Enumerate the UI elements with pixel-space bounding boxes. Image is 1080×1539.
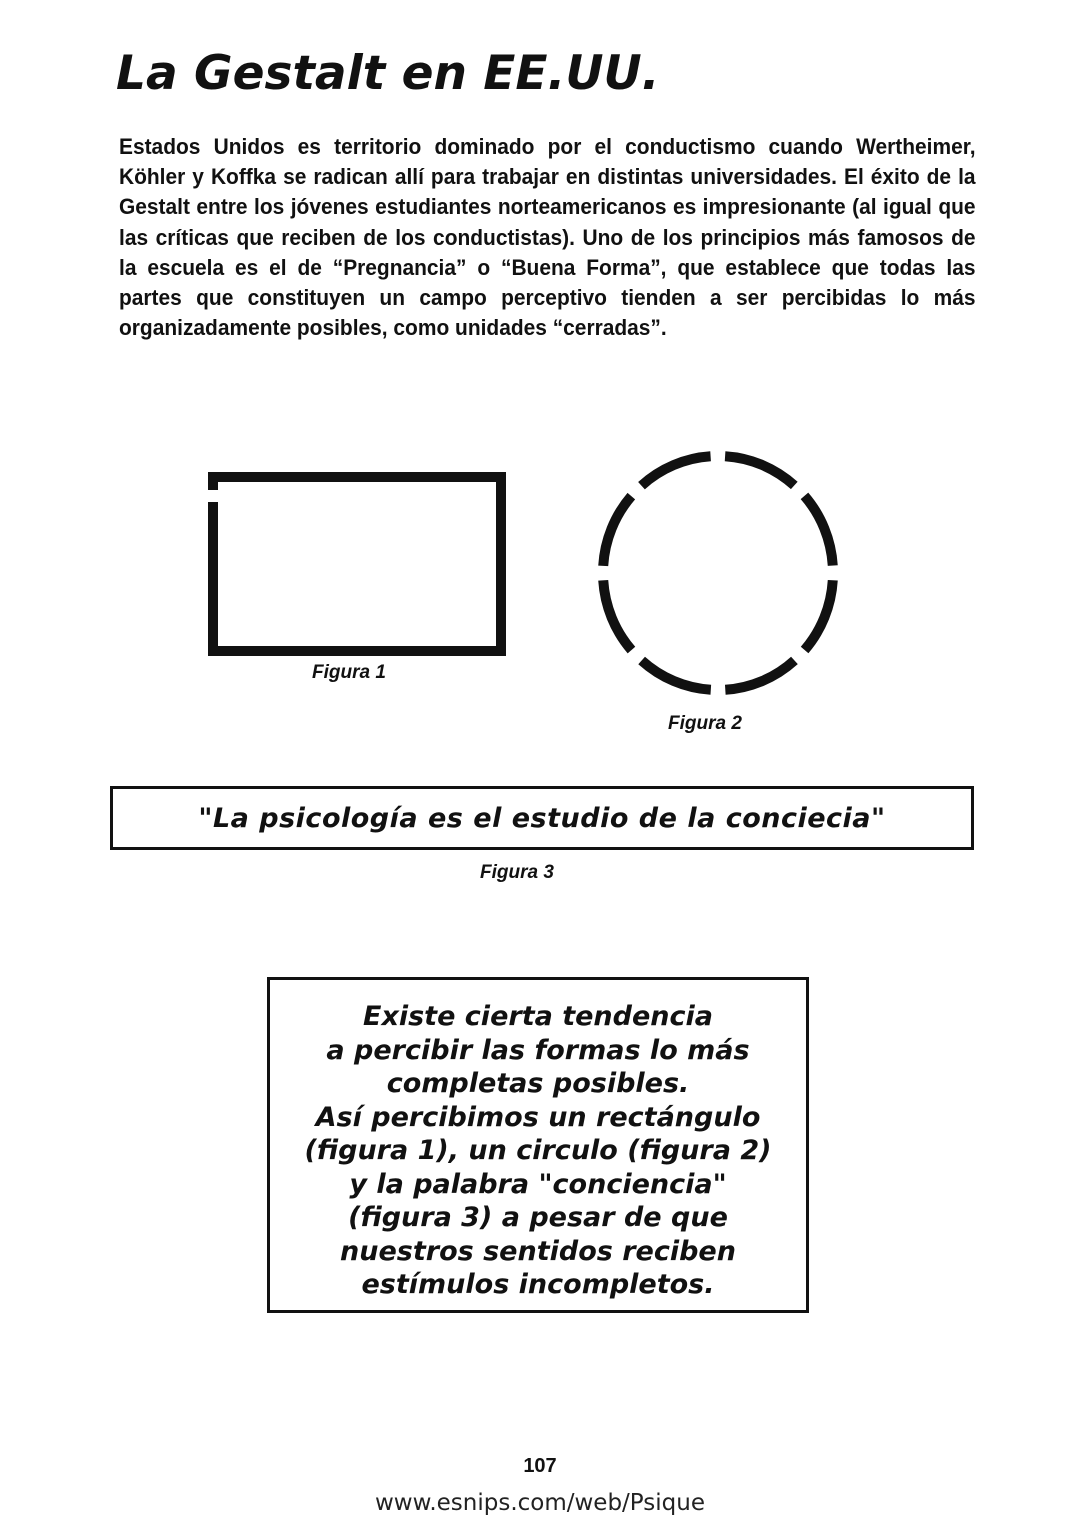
note-line: a percibir las formas lo más: [326, 1034, 750, 1066]
note-line: y la palabra "conciencia": [349, 1168, 727, 1200]
note-line: Así percibimos un rectángulo: [315, 1101, 761, 1133]
note-line: completas posibles.: [386, 1068, 690, 1099]
incomplete-rectangle-figure: [213, 477, 501, 651]
note-line: nuestros sentidos reciben: [340, 1235, 736, 1267]
page-title: La Gestalt en EE.UU.: [116, 46, 660, 101]
figure-3-caption: Figura 3: [480, 862, 554, 883]
figures-1-2: [0, 0, 1080, 760]
figure-1-caption: Figura 1: [312, 662, 386, 683]
note-line: (figura 3) a pesar de que: [348, 1202, 728, 1233]
note-line: estímulos incompletos.: [361, 1269, 715, 1300]
incomplete-circle-figure: [603, 456, 833, 690]
note-box: [267, 977, 809, 1313]
figure-2-caption: Figura 2: [668, 713, 742, 734]
body-paragraph: Estados Unidos es territorio dominado por el conductismo cuando Wertheimer, Köhler y Koffka se radican allí para trabajar en distintas universidades. El éxito de la Gestalt entre los jóvenes estudiantes norteamericanos es impresionante (al igual que las críticas que reciben de los conductistas). Uno de los principios más famosos de la escuela es el de “Pregnancia” o “Buena Forma”, que establece que todas las partes que constituyen un campo perceptivo tienden a ser percibidas lo más organizadamente posibles, como unidades “cerradas”.: [119, 134, 976, 341]
note-line: Existe cierta tendencia: [363, 1001, 713, 1032]
figure-3-box: [110, 786, 974, 850]
footer-url: www.esnips.com/web/Psique: [375, 1490, 705, 1516]
figure-3-text: "La psicología es el estudio de la conciecia": [198, 802, 886, 834]
page-number: 107: [523, 1455, 557, 1477]
note-text: [270, 1000, 806, 1302]
note-line: (figura 1), un circulo (figura 2): [304, 1135, 772, 1166]
